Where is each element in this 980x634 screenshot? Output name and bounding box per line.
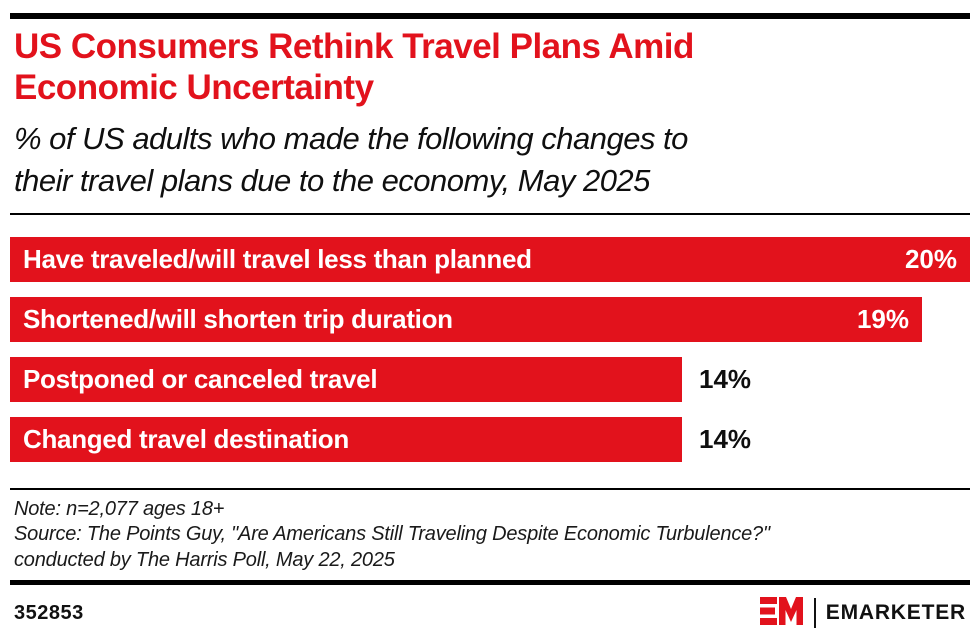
notes-block bbox=[14, 497, 966, 574]
footer bbox=[14, 596, 966, 631]
bar-row bbox=[10, 237, 970, 282]
bar-row bbox=[10, 297, 970, 342]
subtitle-divider bbox=[10, 213, 970, 215]
bar-row bbox=[10, 357, 970, 402]
bottom-rule bbox=[10, 580, 970, 585]
bar-label: Changed travel destination bbox=[23, 423, 349, 454]
source-text-line2: conducted by The Harris Poll, May 22, 2025 bbox=[14, 549, 395, 571]
chart-title bbox=[14, 27, 966, 109]
chart-subtitle bbox=[14, 118, 966, 203]
em-monogram-icon bbox=[760, 596, 804, 631]
bar-value: 14% bbox=[699, 363, 752, 394]
chart-id: 352853 bbox=[14, 601, 84, 624]
bar bbox=[10, 237, 970, 282]
emarketer-logo bbox=[760, 596, 966, 631]
bar-value: 20% bbox=[904, 243, 957, 274]
chart-subtitle-line1: % of US adults who made the following changes to bbox=[14, 120, 688, 156]
note-text: Note: n=2,077 ages 18+ bbox=[14, 497, 225, 520]
notes-divider bbox=[10, 488, 970, 490]
bar bbox=[10, 297, 922, 342]
chart-title-line2: Economic Uncertainty bbox=[14, 67, 374, 107]
bar bbox=[10, 417, 682, 462]
bar-row bbox=[10, 417, 970, 462]
top-rule bbox=[10, 13, 970, 19]
logo-divider bbox=[814, 598, 816, 628]
bar bbox=[10, 357, 682, 402]
chart-title-line1: US Consumers Rethink Travel Plans Amid bbox=[14, 27, 694, 66]
bar-label: Have traveled/will travel less than planned bbox=[23, 243, 532, 274]
source-text-line1: Source: The Points Guy, "Are Americans Still Traveling Despite Economic Turbulence?" bbox=[14, 523, 770, 546]
brand-wordmark: EMARKETER bbox=[825, 601, 966, 625]
bar-label: Shortened/will shorten trip duration bbox=[23, 303, 453, 334]
chart-subtitle-line2: their travel plans due to the economy, May 2025 bbox=[14, 163, 650, 199]
bar-label: Postponed or canceled travel bbox=[23, 363, 378, 394]
bar-value: 14% bbox=[699, 423, 752, 454]
bar-chart bbox=[10, 237, 970, 462]
bar-value: 19% bbox=[856, 303, 909, 334]
